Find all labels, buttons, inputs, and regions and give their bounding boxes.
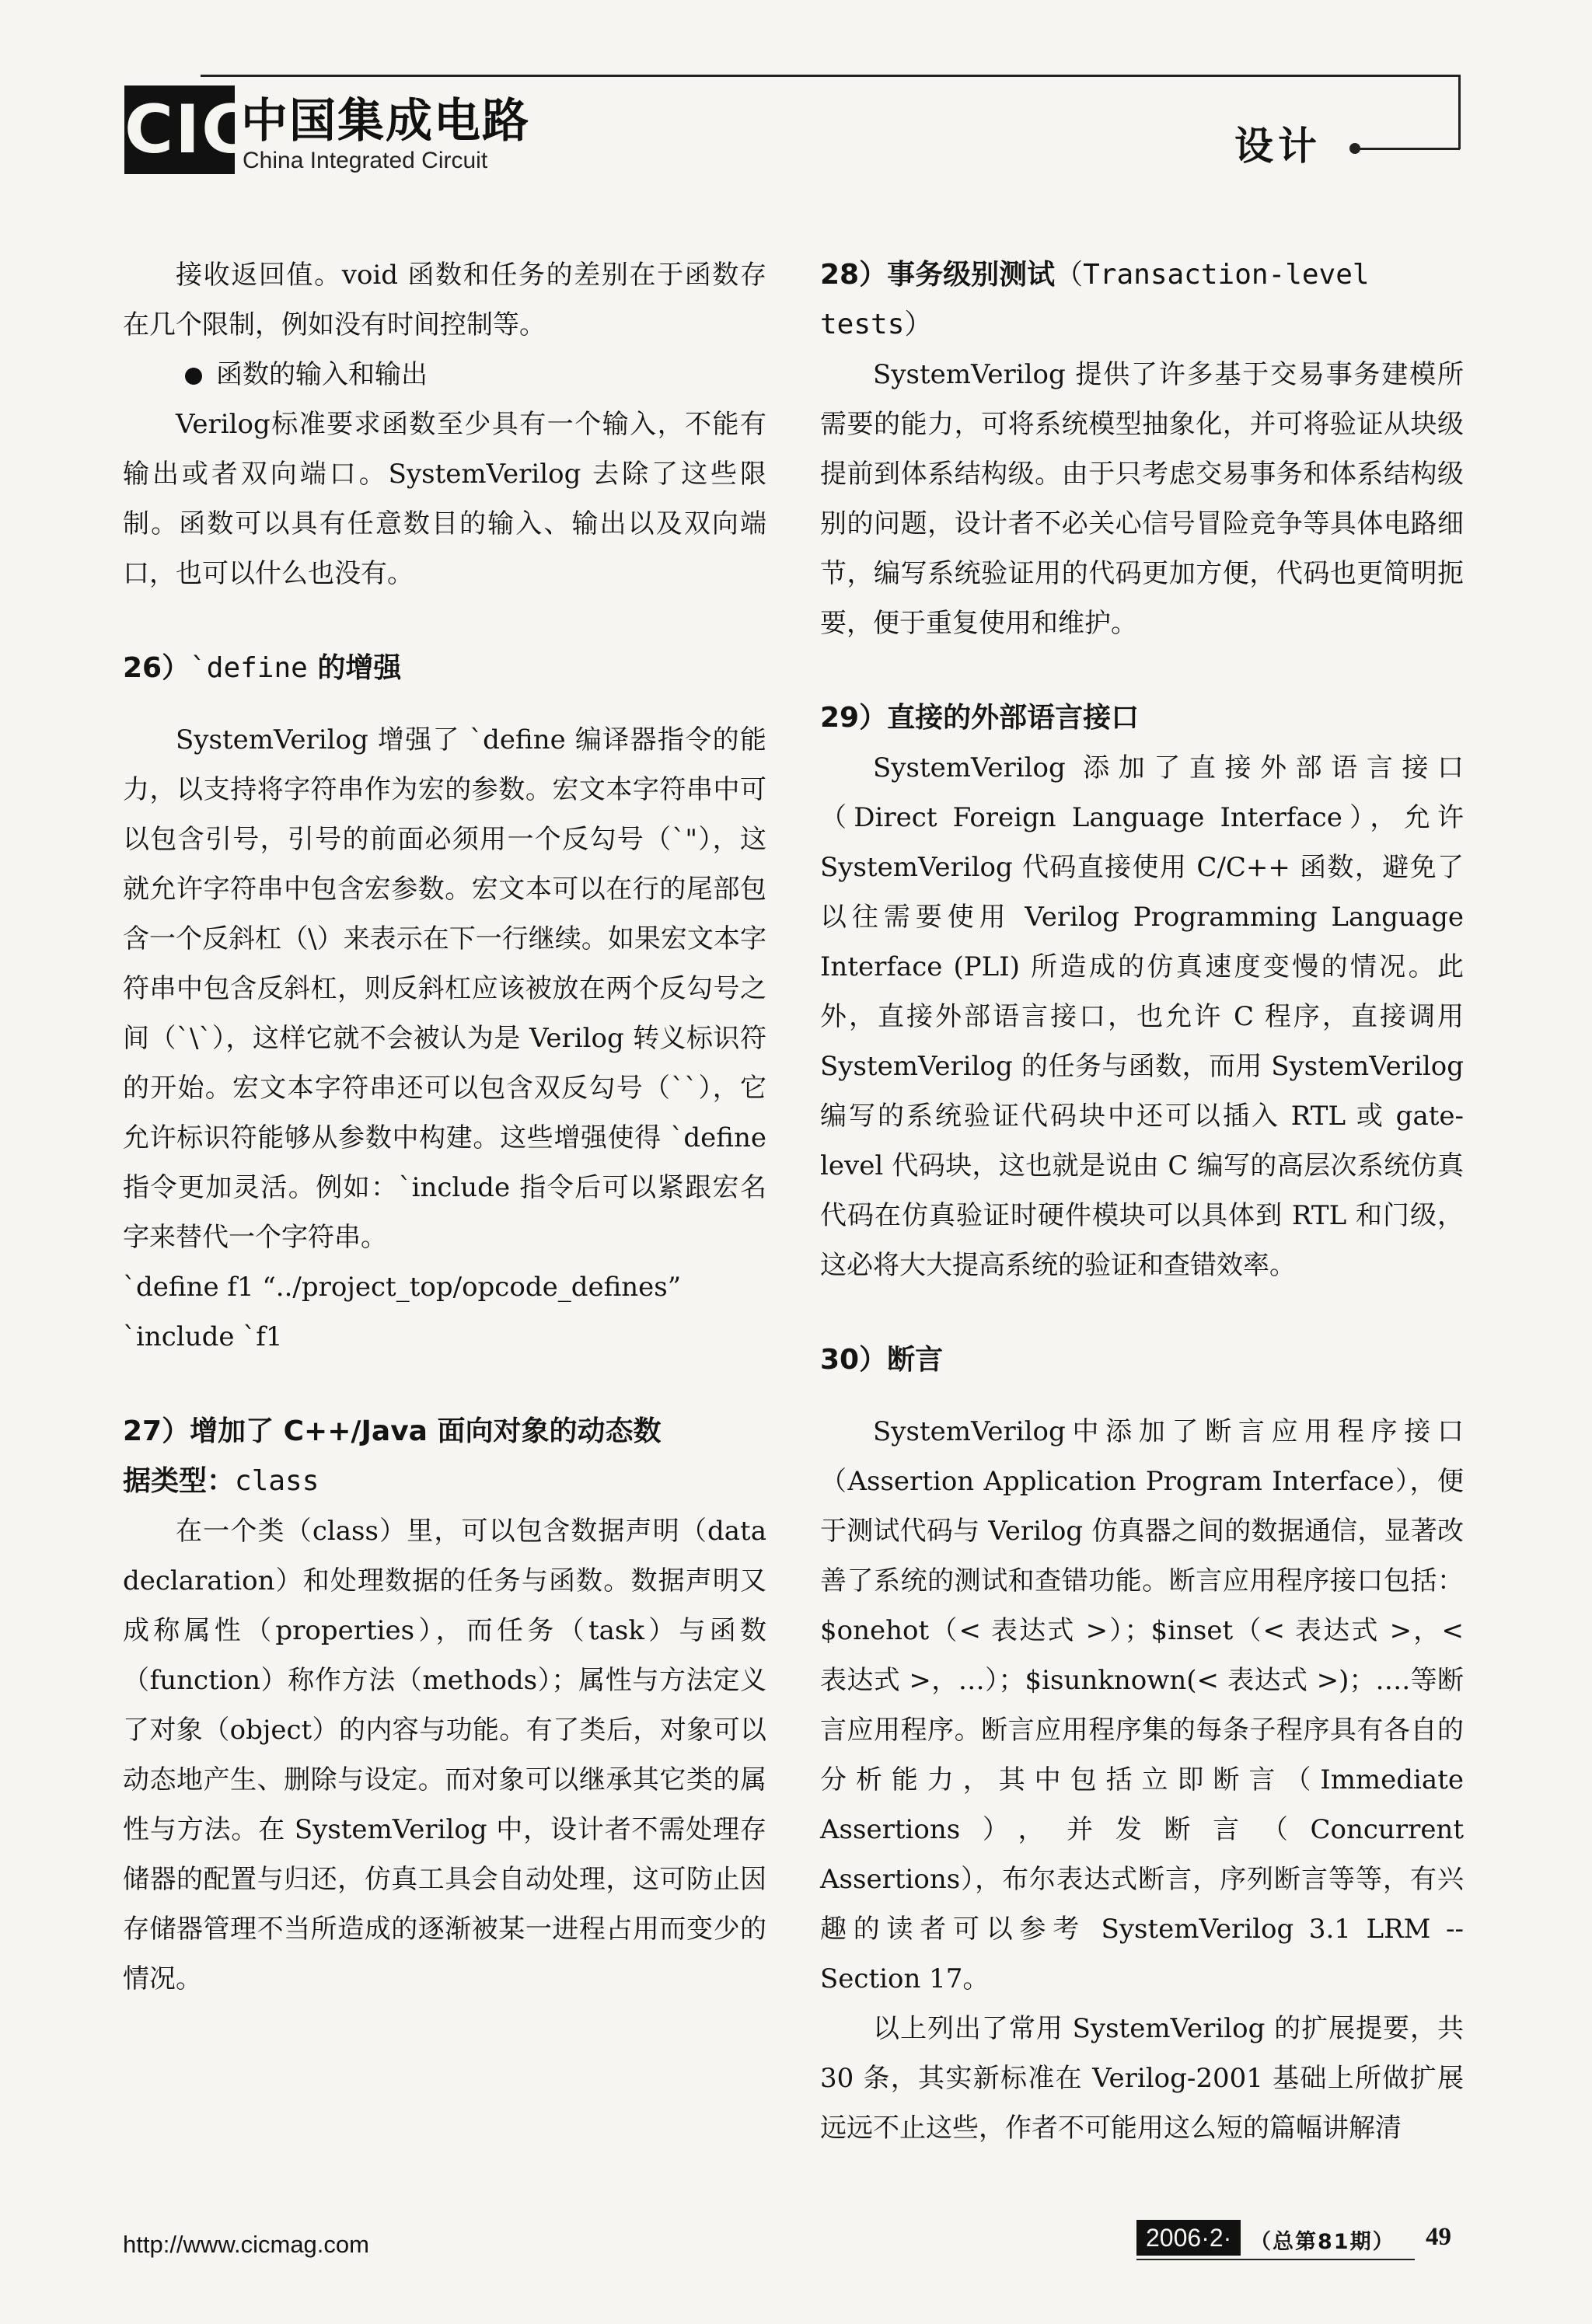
page-number: 49 xyxy=(1426,2223,1451,2251)
left-column xyxy=(123,250,766,2004)
section-tag: 设计 xyxy=(1234,124,1321,169)
paragraph: SystemVerilog 提供了许多基于交易事务建模所需要的能力，可将系统模型抽象化，并可将验证从块级提前到体系结构级。由于只考虑交易事务和体系结构级别的问题，设计者不必关心信号冒险竞争等具体电路细节，编写系统验证用的代码更加方便，代码也更简明扼要，便于重复使用和维护。 xyxy=(820,359,1464,639)
header-rule-top xyxy=(201,75,1460,77)
bullet-item xyxy=(123,350,766,400)
footer-issue: （总第81期） xyxy=(1250,2230,1395,2254)
journal-title: 中国集成电路 xyxy=(241,94,530,148)
paragraph: SystemVerilog中添加了断言应用程序接口（Assertion Application Program Interface），便于测试代码与 Verilog 仿真器之间的数据通信，显著改善了系统的测试和查错功能。断言应用程序接口包括：$onehot（< 表达式 >）；$inset（< 表达式 >，< 表达式 >，…）；$isunknown(< 表达式 >)；….等断言应用程序。断言应用程序集的每条子程序具有各自的分析能力，其中包括立即断言（Immediate Assertions），并发断言（Concurrent Assertions），布尔表达式断言，序列断言等等，有兴趣的读者可以参考 SystemVerilog 3.1 LRM --Section 17。 xyxy=(820,1416,1464,1994)
code-line: `define f1 “../project_top/opcode_defines” xyxy=(123,1272,682,1303)
paragraph: SystemVerilog 添加了直接外部语言接口（Direct Foreign Language Interface），允许 SystemVerilog 代码直接使用 C/C++ 函数，避免了以往需要使用 Verilog Programming Language Interface (PLI) 所造成的仿真速度变慢的情况。此外，直接外部语言接口，也允许 C 程序，直接调用 SystemVerilog 的任务与函数，而用 SystemVerilog 编写的系统验证代码块中还可以插入 RTL 或 gate-level 代码块，这也就是说由 C 编写的高层次系统仿真代码在仿真验证时硬件模块可以具体到 RTL 和门级，这必将大大提高系统的验证和查错效率。 xyxy=(820,752,1464,1281)
footer-rule xyxy=(1136,2259,1415,2260)
header-rule-right xyxy=(1458,75,1461,149)
paragraph: 在一个类（class）里，可以包含数据声明（data declaration）和处理数据的任务与函数。数据声明又成称属性（properties），而任务（task）与函数（function）称作方法（methods）；属性与方法定义了对象（object）的内容与功能。有了类后，对象可以动态地产生、删除与设定。而对象可以继承其它类的属性与方法。在 SystemVerilog 中，设计者不需处理存储器的配置与归还，仿真工具会自动处理，这可防止因存储器管理不当所造成的逐渐被某一进程占用而变少的情况。 xyxy=(123,1516,766,1994)
footer-url: http://www.cicmag.com xyxy=(123,2231,369,2258)
heading-26: 26）`define 的增强 xyxy=(123,652,402,684)
header-dot xyxy=(1349,143,1360,154)
journal-subtitle: China Integrated Circuit xyxy=(243,148,488,173)
heading-28: 28）事务级别测试（Transaction-level tests） xyxy=(820,259,1370,340)
code-line: `include `f1 xyxy=(123,1321,283,1352)
bullet-text: 函数的输入和输出 xyxy=(216,359,428,390)
header-rule-bottom xyxy=(1356,148,1460,150)
paragraph: SystemVerilog 增强了 `define 编译器指令的能力，以支持将字符串作为宏的参数。宏文本字符串中可以包含引号，引号的前面必须用一个反勾号（`"），这就允许字符串中包含宏参数。宏文本可以在行的尾部包含一个反斜杠（\）来表示在下一行继续。如果宏文本字符串中包含反斜杠，则反斜杠应该被放在两个反勾号之间（`\`），这样它就不会被认为是 Verilog 转义标识符的开始。宏文本字符串还可以包含双反勾号（``），它允许标识符能够从参数中构建。这些增强使得 `define 指令更加灵活。例如：`include 指令后可以紧跟宏名字来替代一个字符串。 xyxy=(123,724,766,1253)
paragraph: 以上列出了常用 SystemVerilog 的扩展提要，共 30 条，其实新标准在 Verilog-2001 基础上所做扩展远远不止这些，作者不可能用这么短的篇幅讲解清 xyxy=(820,2013,1464,2144)
footer-year-badge: 2006·2· xyxy=(1136,2220,1241,2256)
right-column xyxy=(820,250,1464,2153)
paragraph: 接收返回值。void 函数和任务的差别在于函数存在几个限制，例如没有时间控制等。 xyxy=(123,260,766,340)
heading-27: 27）增加了 C++/Java 面向对象的动态数 据类型：class xyxy=(123,1415,662,1497)
heading-29: 29）直接的外部语言接口 xyxy=(820,702,1140,734)
heading-30: 30）断言 xyxy=(820,1344,944,1376)
paragraph: Verilog标准要求函数至少具有一个输入，不能有输出或者双向端口。SystemVerilog 去除了这些限制。函数可以具有任意数目的输入、输出以及双向端口，也可以什么也没有。 xyxy=(123,409,766,589)
bullet-icon xyxy=(185,368,202,385)
logo-mark: CIC xyxy=(124,85,235,174)
